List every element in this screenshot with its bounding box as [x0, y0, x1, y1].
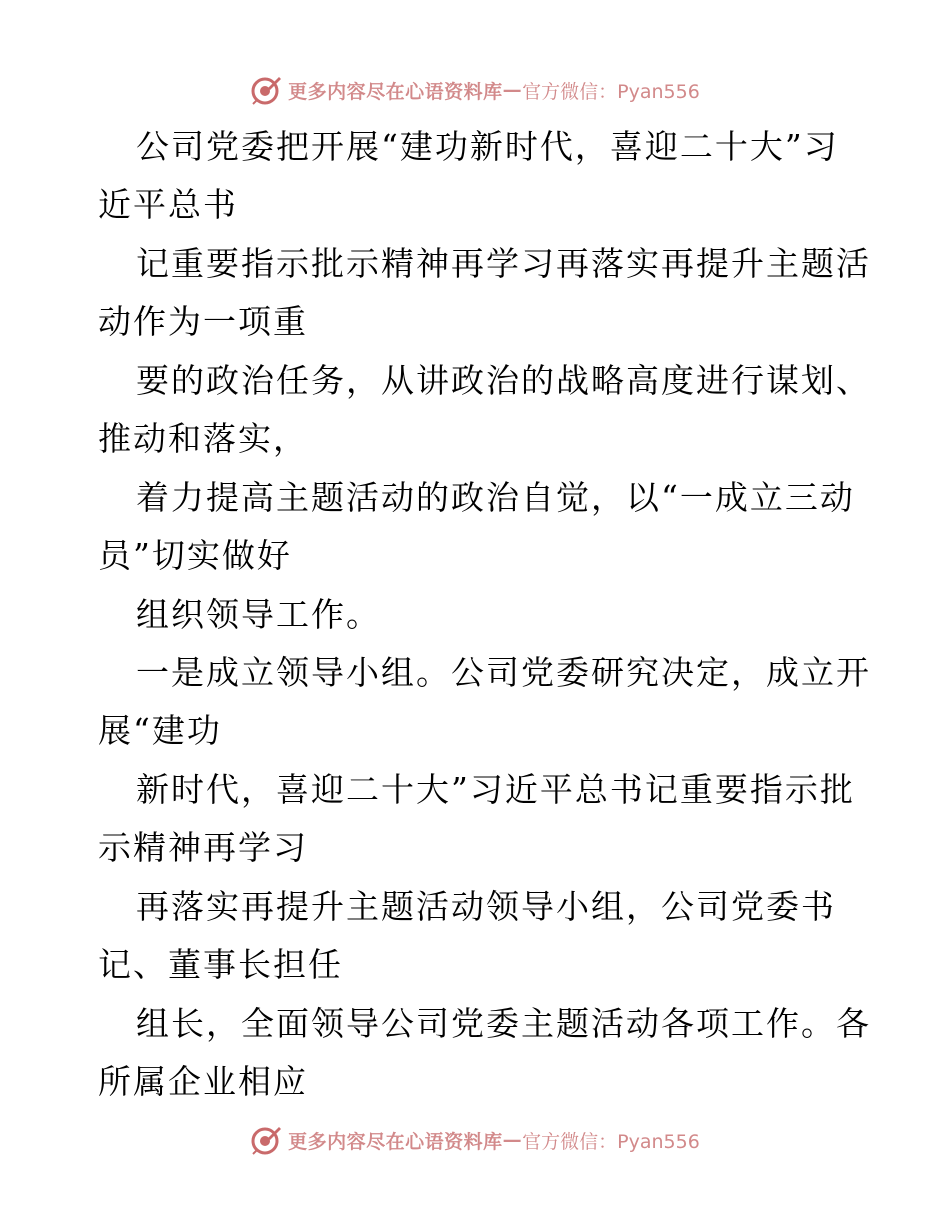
- text-line: 再落实再提升主题活动领导小组，公司党委书: [136, 887, 836, 926]
- text-line: 员”切实做好: [98, 536, 292, 575]
- text-line: 一是成立领导小组。公司党委研究决定，成立开: [136, 653, 871, 692]
- text-line: 记、董事长担任: [98, 945, 343, 984]
- text-line: 记重要指示批示精神再学习再落实再提升主题活: [136, 244, 871, 283]
- text-line: 组长，全面领导公司党委主题活动各项工作。各: [136, 1004, 871, 1043]
- pen-logo-icon: [250, 1124, 282, 1156]
- watermark-contact-text: 官方微信：Pyan556: [522, 1130, 700, 1153]
- text-line: 组织领导工作。: [136, 595, 381, 634]
- text-line: 公司党委把开展“建功新时代，喜迎二十大”习: [136, 127, 839, 166]
- text-line: 着力提高主题活动的政治自觉，以“一成立三动: [136, 478, 855, 517]
- watermark-contact-text: 官方微信：Pyan556: [522, 80, 700, 103]
- text-line: 要的政治任务，从讲政治的战略高度进行谋划、: [136, 361, 871, 400]
- text-line: 新时代，喜迎二十大”习近平总书记重要指示批: [136, 770, 855, 809]
- watermark-dash: —: [502, 1129, 523, 1151]
- text-line: 展“建功: [98, 711, 222, 750]
- text-line: 动作为一项重: [98, 302, 308, 341]
- watermark-site-text: 更多内容尽在心语资料库: [288, 80, 503, 103]
- footer-watermark-banner: [0, 1120, 950, 1160]
- text-line: 所属企业相应: [98, 1062, 308, 1101]
- pen-logo-icon: [250, 74, 282, 106]
- text-line: 近平总书: [98, 185, 238, 224]
- text-line: 示精神再学习: [98, 828, 308, 867]
- watermark-dash: —: [502, 79, 523, 101]
- watermark-site-text: 更多内容尽在心语资料库: [288, 1130, 503, 1153]
- text-line: 推动和落实，: [98, 419, 308, 458]
- header-watermark-banner: [0, 70, 950, 110]
